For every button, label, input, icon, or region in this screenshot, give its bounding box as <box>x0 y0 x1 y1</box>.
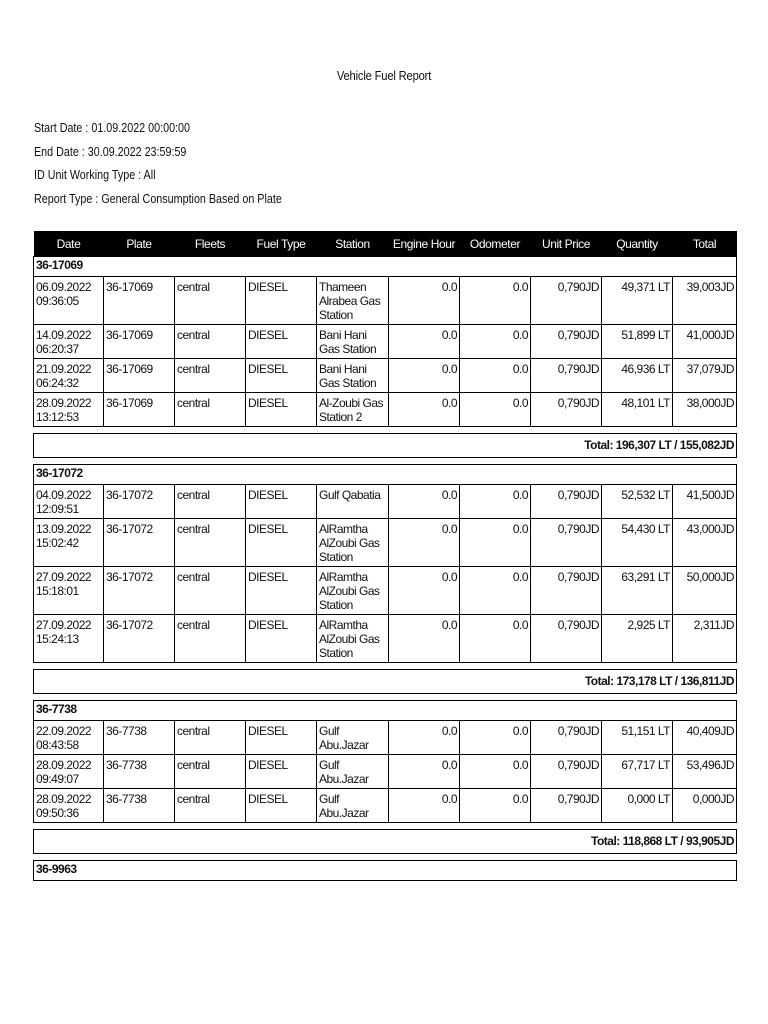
cell-station: Al-Zoubi Gas Station 2 <box>317 393 389 427</box>
column-header-date: Date <box>34 231 104 257</box>
spacer-cell <box>34 854 737 861</box>
cell-quantity: 49,371 LT <box>602 277 673 325</box>
cell-date: 22.09.2022 08:43:58 <box>34 721 104 755</box>
column-header-station: Station <box>317 231 389 257</box>
cell-engine-hour: 0.0 <box>389 485 460 519</box>
table-row <box>34 615 737 663</box>
cell-unit-price: 0,790JD <box>531 567 602 615</box>
plate-group-header <box>34 465 737 485</box>
table-row <box>34 393 737 427</box>
cell-engine-hour: 0.0 <box>389 721 460 755</box>
table-header-row <box>34 231 737 257</box>
group-total-row <box>34 670 737 694</box>
cell-fuel-type: DIESEL <box>246 277 317 325</box>
cell-unit-price: 0,790JD <box>531 789 602 823</box>
cell-plate: 36-7738 <box>104 755 175 789</box>
cell-fuel-type: DIESEL <box>246 755 317 789</box>
cell-odometer: 0.0 <box>460 615 531 663</box>
column-header-quantity: Quantity <box>602 231 673 257</box>
cell-station: Gulf Qabatia <box>317 485 389 519</box>
table-row <box>34 789 737 823</box>
cell-fleet: central <box>175 485 246 519</box>
column-header-fleets: Fleets <box>175 231 246 257</box>
cell-plate: 36-17069 <box>104 359 175 393</box>
spacer-cell <box>34 823 737 830</box>
cell-plate: 36-17069 <box>104 393 175 427</box>
table-row <box>34 485 737 519</box>
cell-unit-price: 0,790JD <box>531 277 602 325</box>
cell-fleet: central <box>175 393 246 427</box>
cell-unit-price: 0,790JD <box>531 519 602 567</box>
cell-quantity: 52,532 LT <box>602 485 673 519</box>
cell-fleet: central <box>175 325 246 359</box>
row-spacer <box>34 427 737 434</box>
plate-group-label: 36-17072 <box>34 465 737 485</box>
cell-fuel-type: DIESEL <box>246 359 317 393</box>
plate-group-label: 36-9963 <box>34 861 737 881</box>
cell-fleet: central <box>175 359 246 393</box>
column-header-unit-price: Unit Price <box>531 231 602 257</box>
cell-quantity: 54,430 LT <box>602 519 673 567</box>
cell-engine-hour: 0.0 <box>389 755 460 789</box>
cell-date: 28.09.2022 09:49:07 <box>34 755 104 789</box>
column-header-plate: Plate <box>104 231 175 257</box>
group-total: Total: 118,868 LT / 93,905JD <box>34 830 737 854</box>
cell-unit-price: 0,790JD <box>531 615 602 663</box>
cell-fleet: central <box>175 721 246 755</box>
cell-total: 41,000JD <box>673 325 737 359</box>
cell-quantity: 48,101 LT <box>602 393 673 427</box>
cell-odometer: 0.0 <box>460 359 531 393</box>
cell-odometer: 0.0 <box>460 789 531 823</box>
group-total: Total: 173,178 LT / 136,811JD <box>34 670 737 694</box>
cell-unit-price: 0,790JD <box>531 485 602 519</box>
spacer-cell <box>34 427 737 434</box>
table-row <box>34 325 737 359</box>
cell-plate: 36-17072 <box>104 567 175 615</box>
spacer-cell <box>34 458 737 465</box>
column-header-total: Total <box>673 231 737 257</box>
cell-engine-hour: 0.0 <box>389 567 460 615</box>
cell-engine-hour: 0.0 <box>389 325 460 359</box>
row-spacer <box>34 458 737 465</box>
table-row <box>34 519 737 567</box>
column-header-engine-hour: Engine Hour <box>389 231 460 257</box>
cell-fuel-type: DIESEL <box>246 485 317 519</box>
cell-date: 06.09.2022 09:36:05 <box>34 277 104 325</box>
cell-engine-hour: 0.0 <box>389 277 460 325</box>
cell-total: 40,409JD <box>673 721 737 755</box>
row-spacer <box>34 663 737 670</box>
cell-odometer: 0.0 <box>460 325 531 359</box>
unit-working-type: ID Unit Working Type : All <box>34 168 156 182</box>
cell-quantity: 46,936 LT <box>602 359 673 393</box>
cell-fuel-type: DIESEL <box>246 393 317 427</box>
cell-quantity: 63,291 LT <box>602 567 673 615</box>
cell-engine-hour: 0.0 <box>389 359 460 393</box>
cell-engine-hour: 0.0 <box>389 393 460 427</box>
group-total-row <box>34 434 737 458</box>
cell-engine-hour: 0.0 <box>389 615 460 663</box>
cell-quantity: 67,717 LT <box>602 755 673 789</box>
cell-fleet: central <box>175 789 246 823</box>
cell-date: 04.09.2022 12:09:51 <box>34 485 104 519</box>
cell-fuel-type: DIESEL <box>246 567 317 615</box>
cell-unit-price: 0,790JD <box>531 721 602 755</box>
cell-fuel-type: DIESEL <box>246 789 317 823</box>
plate-group-header <box>34 257 737 277</box>
cell-fleet: central <box>175 519 246 567</box>
cell-station: Gulf Abu.Jazar <box>317 789 389 823</box>
cell-date: 27.09.2022 15:18:01 <box>34 567 104 615</box>
cell-date: 14.09.2022 06:20:37 <box>34 325 104 359</box>
cell-odometer: 0.0 <box>460 567 531 615</box>
cell-date: 13.09.2022 15:02:42 <box>34 519 104 567</box>
start-date: Start Date : 01.09.2022 00:00:00 <box>34 121 190 135</box>
plate-group-header <box>34 861 737 881</box>
column-header-odometer: Odometer <box>460 231 531 257</box>
cell-station: Thameen Alrabea Gas Station <box>317 277 389 325</box>
cell-total: 0,000JD <box>673 789 737 823</box>
cell-fuel-type: DIESEL <box>246 519 317 567</box>
cell-total: 39,003JD <box>673 277 737 325</box>
cell-total: 38,000JD <box>673 393 737 427</box>
cell-date: 28.09.2022 13:12:53 <box>34 393 104 427</box>
report-meta <box>34 117 282 211</box>
cell-date: 21.09.2022 06:24:32 <box>34 359 104 393</box>
table-row <box>34 721 737 755</box>
cell-plate: 36-17072 <box>104 485 175 519</box>
cell-quantity: 51,899 LT <box>602 325 673 359</box>
cell-plate: 36-7738 <box>104 789 175 823</box>
table-row <box>34 359 737 393</box>
cell-fuel-type: DIESEL <box>246 721 317 755</box>
end-date: End Date : 30.09.2022 23:59:59 <box>34 144 187 159</box>
group-total-row <box>34 830 737 854</box>
group-total: Total: 196,307 LT / 155,082JD <box>34 434 737 458</box>
cell-date: 27.09.2022 15:24:13 <box>34 615 104 663</box>
cell-plate: 36-17069 <box>104 325 175 359</box>
cell-unit-price: 0,790JD <box>531 359 602 393</box>
cell-plate: 36-17069 <box>104 277 175 325</box>
cell-quantity: 51,151 LT <box>602 721 673 755</box>
spacer-cell <box>34 694 737 701</box>
report-title: Vehicle Fuel Report <box>336 68 432 83</box>
cell-total: 37,079JD <box>673 359 737 393</box>
cell-quantity: 2,925 LT <box>602 615 673 663</box>
row-spacer <box>34 694 737 701</box>
table-row <box>34 755 737 789</box>
row-spacer <box>34 854 737 861</box>
cell-odometer: 0.0 <box>460 755 531 789</box>
plate-group-header <box>34 701 737 721</box>
column-header-fuel-type: Fuel Type <box>246 231 317 257</box>
cell-station: Bani Hani Gas Station <box>317 359 389 393</box>
cell-total: 41,500JD <box>673 485 737 519</box>
cell-station: Gulf Abu.Jazar <box>317 721 389 755</box>
cell-plate: 36-17072 <box>104 519 175 567</box>
spacer-cell <box>34 663 737 670</box>
cell-total: 43,000JD <box>673 519 737 567</box>
cell-odometer: 0.0 <box>460 485 531 519</box>
cell-fuel-type: DIESEL <box>246 615 317 663</box>
report-type: Report Type : General Consumption Based on Plate <box>34 191 282 206</box>
cell-station: AlRamtha AlZoubi Gas Station <box>317 615 389 663</box>
cell-fleet: central <box>175 567 246 615</box>
table-row <box>34 277 737 325</box>
cell-station: AlRamtha AlZoubi Gas Station <box>317 567 389 615</box>
cell-station: Gulf Abu.Jazar <box>317 755 389 789</box>
cell-fleet: central <box>175 755 246 789</box>
cell-station: Bani Hani Gas Station <box>317 325 389 359</box>
cell-quantity: 0,000 LT <box>602 789 673 823</box>
row-spacer <box>34 823 737 830</box>
cell-odometer: 0.0 <box>460 277 531 325</box>
cell-plate: 36-17072 <box>104 615 175 663</box>
cell-engine-hour: 0.0 <box>389 789 460 823</box>
cell-odometer: 0.0 <box>460 519 531 567</box>
cell-fleet: central <box>175 615 246 663</box>
cell-total: 2,311JD <box>673 615 737 663</box>
table-body <box>34 257 737 881</box>
cell-odometer: 0.0 <box>460 393 531 427</box>
table-row <box>34 567 737 615</box>
cell-fuel-type: DIESEL <box>246 325 317 359</box>
cell-engine-hour: 0.0 <box>389 519 460 567</box>
cell-total: 50,000JD <box>673 567 737 615</box>
cell-fleet: central <box>175 277 246 325</box>
cell-plate: 36-7738 <box>104 721 175 755</box>
cell-date: 28.09.2022 09:50:36 <box>34 789 104 823</box>
plate-group-label: 36-7738 <box>34 701 737 721</box>
cell-odometer: 0.0 <box>460 721 531 755</box>
plate-group-label: 36-17069 <box>34 257 737 277</box>
fuel-report-table <box>33 231 737 881</box>
cell-station: AlRamtha AlZoubi Gas Station <box>317 519 389 567</box>
cell-unit-price: 0,790JD <box>531 393 602 427</box>
cell-total: 53,496JD <box>673 755 737 789</box>
cell-unit-price: 0,790JD <box>531 755 602 789</box>
cell-unit-price: 0,790JD <box>531 325 602 359</box>
